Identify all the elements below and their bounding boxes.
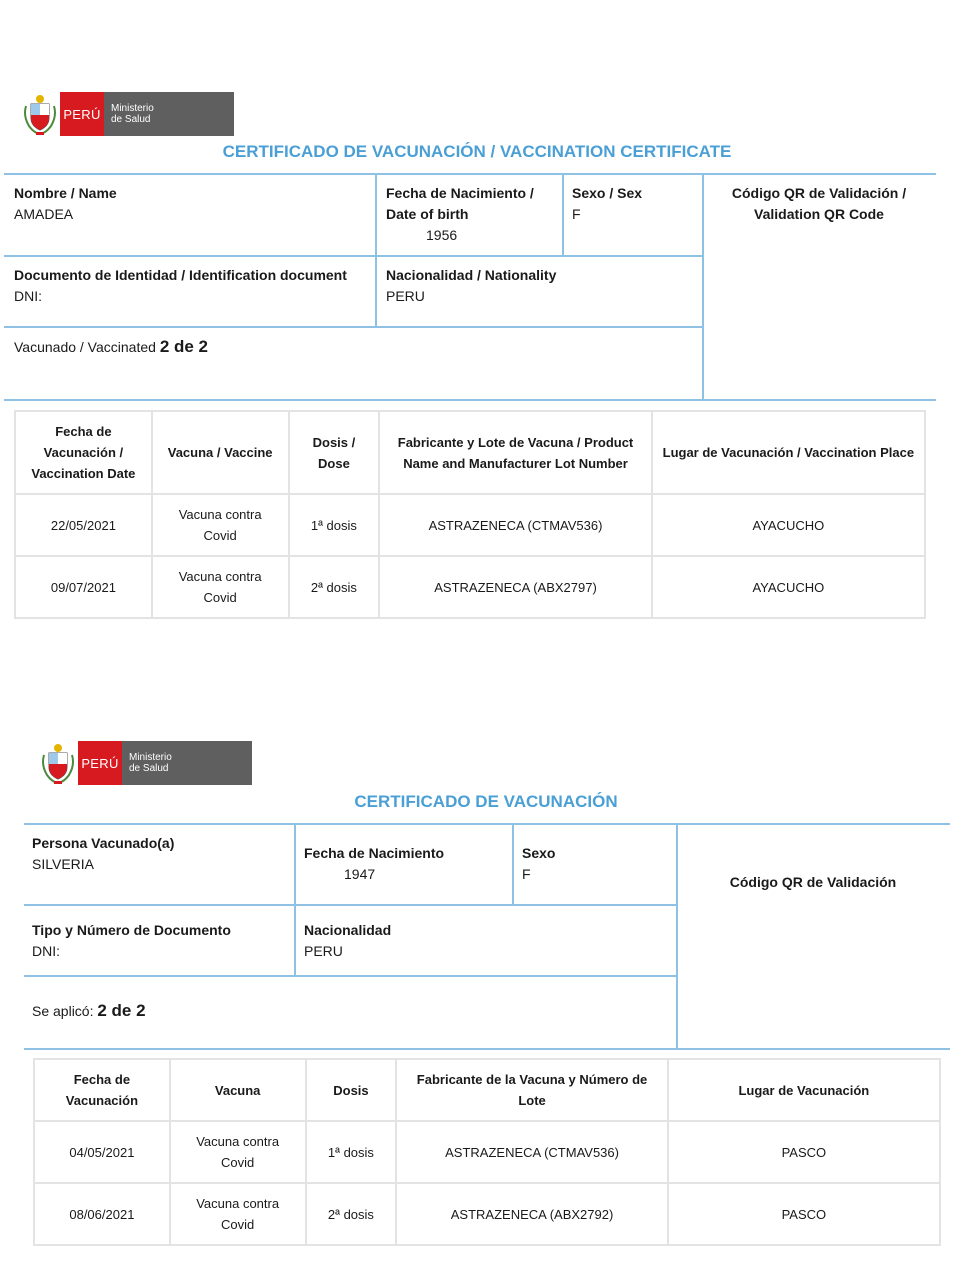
column-header: Dosis bbox=[306, 1059, 397, 1121]
name-label: Persona Vacunado(a) bbox=[32, 835, 175, 851]
ministry-line-2: de Salud bbox=[129, 763, 169, 774]
table-cell: PASCO bbox=[668, 1121, 940, 1183]
table-cell: 09/07/2021 bbox=[15, 556, 152, 618]
ministry-line-1: Ministerio bbox=[111, 103, 154, 114]
minsa-logo bbox=[40, 741, 252, 785]
table-header-row bbox=[15, 411, 925, 494]
rule bbox=[294, 824, 296, 976]
document-value: DNI: bbox=[32, 943, 60, 959]
table-row bbox=[15, 556, 925, 618]
sex-field bbox=[572, 183, 692, 225]
table-cell: 1ª dosis bbox=[289, 494, 380, 556]
table-cell: Vacuna contra Covid bbox=[170, 1183, 306, 1245]
sex-value: F bbox=[572, 206, 581, 222]
column-header: Lugar de Vacunación bbox=[668, 1059, 940, 1121]
table-cell: Vacuna contra Covid bbox=[152, 556, 289, 618]
name-value: SILVERIA bbox=[32, 856, 94, 872]
nationality-label: Nacionalidad bbox=[304, 922, 392, 938]
column-header: Fabricante de la Vacuna y Número de Lote bbox=[396, 1059, 667, 1121]
name-field bbox=[14, 183, 364, 225]
table-cell: Vacuna contra Covid bbox=[152, 494, 289, 556]
column-header: Vacuna / Vaccine bbox=[152, 411, 289, 494]
rule bbox=[702, 174, 704, 400]
rule bbox=[24, 1048, 950, 1050]
column-header: Fecha de Vacunación / Vaccination Date bbox=[15, 411, 152, 494]
rule bbox=[24, 904, 676, 906]
table-row bbox=[34, 1183, 940, 1245]
table-cell: 2ª dosis bbox=[306, 1183, 397, 1245]
sex-label: Sexo bbox=[522, 845, 556, 861]
ministry-label bbox=[122, 741, 252, 785]
column-header: Fabricante y Lote de Vacuna / Product Name and Manufacturer Lot Number bbox=[379, 411, 651, 494]
qr-code-field bbox=[690, 872, 936, 893]
qr-code-field bbox=[716, 183, 922, 225]
nationality-field bbox=[386, 265, 686, 307]
document-field bbox=[14, 265, 369, 307]
table-cell: ASTRAZENECA (CTMAV536) bbox=[396, 1121, 667, 1183]
dob-field bbox=[304, 843, 504, 885]
rule bbox=[4, 255, 702, 257]
table-cell: ASTRAZENECA (CTMAV536) bbox=[379, 494, 651, 556]
table-cell: PASCO bbox=[668, 1183, 940, 1245]
peru-coat-of-arms-icon bbox=[40, 741, 76, 785]
rule bbox=[24, 823, 950, 825]
peru-brand-label: PERÚ bbox=[60, 92, 104, 136]
vaccinated-value: 2 de 2 bbox=[97, 1001, 146, 1020]
document-label: Documento de Identidad / Identification document bbox=[14, 267, 347, 283]
table-cell: ASTRAZENECA (ABX2797) bbox=[379, 556, 651, 618]
vaccination-certificate-2 bbox=[0, 650, 954, 1280]
table-cell: 2ª dosis bbox=[289, 556, 380, 618]
table-cell: AYACUCHO bbox=[652, 494, 925, 556]
certificate-title: CERTIFICADO DE VACUNACIÓN bbox=[354, 792, 618, 811]
sex-field bbox=[522, 843, 662, 885]
name-field bbox=[32, 833, 287, 875]
table-cell: ASTRAZENECA (ABX2792) bbox=[396, 1183, 667, 1245]
rule bbox=[4, 173, 936, 175]
vaccinated-field bbox=[32, 1000, 532, 1022]
vaccinated-value: 2 de 2 bbox=[159, 337, 209, 356]
name-label: Nombre / Name bbox=[14, 185, 117, 201]
table-cell: Vacuna contra Covid bbox=[170, 1121, 306, 1183]
peru-coat-of-arms-icon bbox=[22, 92, 58, 136]
nationality-label: Nacionalidad / Nationality bbox=[386, 267, 557, 283]
rule bbox=[4, 326, 702, 328]
table-row bbox=[15, 494, 925, 556]
sex-label: Sexo / Sex bbox=[572, 185, 643, 201]
table-cell: 22/05/2021 bbox=[15, 494, 152, 556]
nationality-value: PERU bbox=[386, 288, 425, 304]
vaccinated-field bbox=[14, 336, 614, 358]
rule bbox=[512, 824, 514, 905]
column-header: Fecha de Vacunación bbox=[34, 1059, 170, 1121]
document-value: DNI: bbox=[14, 288, 42, 304]
document-field bbox=[32, 920, 287, 962]
rule bbox=[4, 399, 936, 401]
dob-field bbox=[386, 183, 556, 246]
table-row bbox=[34, 1121, 940, 1183]
rule bbox=[24, 975, 676, 977]
dob-label: Fecha de Nacimiento / Date of birth bbox=[386, 185, 534, 222]
table-header-row bbox=[34, 1059, 940, 1121]
column-header: Dosis / Dose bbox=[289, 411, 380, 494]
column-header: Lugar de Vacunación / Vaccination Place bbox=[652, 411, 925, 494]
ministry-line-2: de Salud bbox=[111, 114, 151, 125]
table-cell: 1ª dosis bbox=[306, 1121, 397, 1183]
rule bbox=[562, 174, 564, 256]
qr-label: Código QR de Validación / Validation QR Code bbox=[731, 185, 907, 222]
minsa-logo bbox=[22, 92, 234, 136]
vaccinated-label: Vacunado / Vaccinated bbox=[14, 339, 156, 355]
vaccination-table bbox=[14, 410, 926, 619]
certificate-title: CERTIFICADO DE VACUNACIÓN / VACCINATION CERTIFICATE bbox=[222, 142, 732, 161]
ministry-label bbox=[104, 92, 234, 136]
ministry-line-1: Ministerio bbox=[129, 752, 172, 763]
sex-value: F bbox=[522, 866, 531, 882]
dob-value: 1956 bbox=[426, 227, 458, 243]
table-cell: 08/06/2021 bbox=[34, 1183, 170, 1245]
nationality-field bbox=[304, 920, 604, 962]
rule bbox=[676, 824, 678, 1049]
name-value: AMADEA bbox=[14, 206, 74, 222]
rule bbox=[375, 174, 377, 327]
table-cell: 04/05/2021 bbox=[34, 1121, 170, 1183]
column-header: Vacuna bbox=[170, 1059, 306, 1121]
dob-value: 1947 bbox=[344, 866, 376, 882]
qr-label: Código QR de Validación bbox=[729, 874, 897, 890]
peru-brand-label: PERÚ bbox=[78, 741, 122, 785]
vaccinated-label: Se aplicó: bbox=[32, 1003, 94, 1019]
table-cell: AYACUCHO bbox=[652, 556, 925, 618]
vaccination-table bbox=[33, 1058, 941, 1246]
document-label: Tipo y Número de Documento bbox=[32, 922, 231, 938]
nationality-value: PERU bbox=[304, 943, 343, 959]
dob-label: Fecha de Nacimiento bbox=[304, 845, 445, 861]
